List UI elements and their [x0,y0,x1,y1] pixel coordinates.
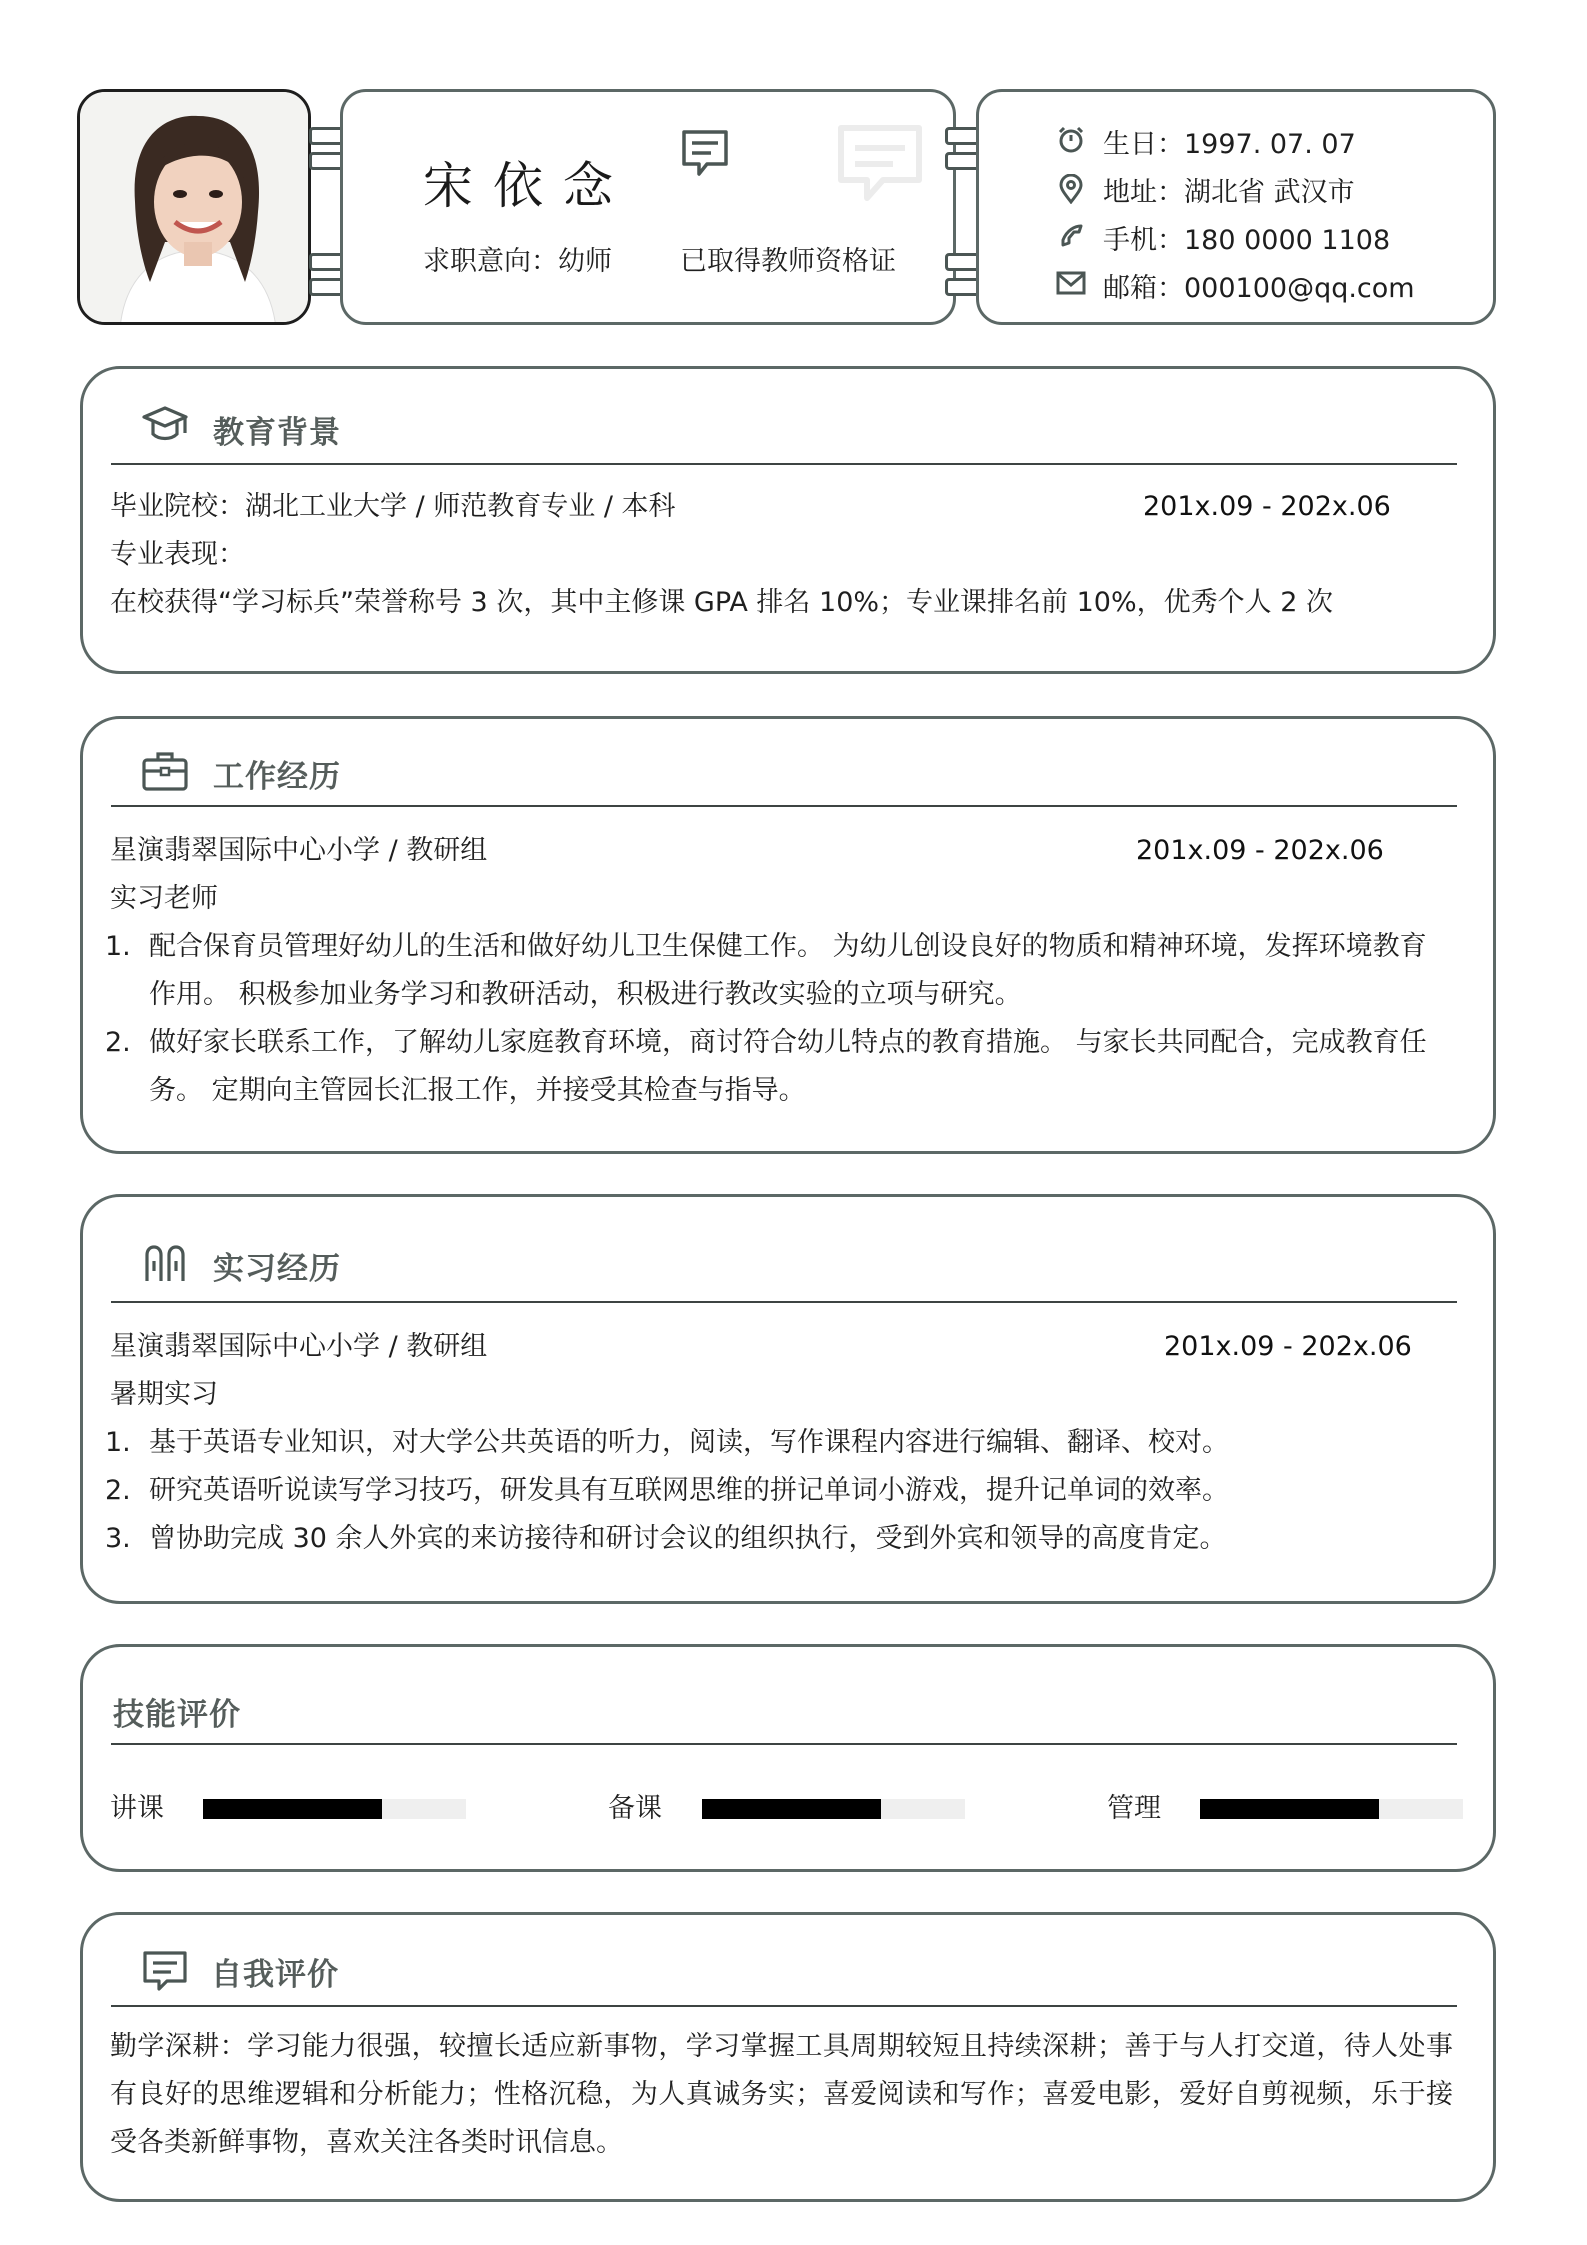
list-item: 2. 做好家长联系工作，了解幼儿家庭教育环境，商讨符合幼儿特点的教育措施。 与家长共同配合，完成教育任务。 定期向主管园长汇报工作，并接受其检查与指导。 [105,1027,1427,1106]
job-intent: 求职意向：幼师 [423,246,612,277]
self-evaluation-text: 勤学深耕：学习能力很强，较擅长适应新事物，学习掌握工具周期较短且持续深耕；善于与人打交道，待人处事有良好的思维逻辑和分析能力；性格沉稳，为人真诚务实；喜爱阅读和写作；喜爱电影，爱好自剪视频，乐于接受各类新鲜事物，喜欢关注各类时讯信息。 [110,2031,1453,2158]
internship-role: 暑期实习 [110,1379,218,1410]
work-section [80,716,1496,1154]
internship-section [80,1194,1496,1604]
skill-label: 备课 [608,1793,662,1824]
section-title: 技能评价 [113,1697,241,1733]
chat-icon [677,126,733,182]
section-title: 工作经历 [213,759,341,795]
skill-bar-fill [1200,1799,1379,1819]
work-role: 实习老师 [110,883,218,914]
education-date: 201x.09 - 202x.06 [1143,491,1391,522]
teacher-certificate: 已取得教师资格证 [680,246,896,277]
section-header [111,1197,1457,1303]
chat-icon [141,1949,189,1993]
work-duties-list [105,923,1453,1115]
photo-frame [77,89,311,325]
section-title: 教育背景 [213,415,341,451]
address: 地址：湖北省 武汉市 [1103,177,1355,208]
section-title: 自我评价 [211,1957,339,1993]
skill-bar-fill [702,1799,881,1819]
skill-bar [702,1799,965,1819]
skills-section [80,1644,1496,1872]
skill-bar-fill [203,1799,382,1819]
section-header [111,1915,1457,2007]
avatar [80,92,311,325]
section-title: 实习经历 [213,1251,341,1287]
skill-bar [203,1799,466,1819]
skill-label: 管理 [1107,1793,1161,1824]
candidate-name: 宋依念 [423,157,633,215]
work-date: 201x.09 - 202x.06 [1136,835,1384,866]
school-line: 毕业院校：湖北工业大学 / 师范教育专业 / 本科 [110,491,676,522]
internship-date: 201x.09 - 202x.06 [1164,1331,1412,1362]
performance-label: 专业表现： [110,539,245,570]
phone: 手机：180 0000 1108 [1103,225,1391,256]
section-header [111,719,1457,807]
internship-organization: 星演翡翠国际中心小学 / 教研组 [110,1331,488,1362]
hands-icon [141,1241,189,1285]
skill-bar [1200,1799,1463,1819]
name-card [340,89,956,325]
education-section [80,366,1496,674]
email: 邮箱：000100@qq.com [1103,273,1415,304]
internship-duties-list [105,1419,1453,1563]
birthday: 生日：1997. 07. 07 [1103,129,1356,160]
section-header [111,1647,1457,1745]
work-organization: 星演翡翠国际中心小学 / 教研组 [110,835,488,866]
phone-icon [1057,220,1087,250]
skill-label: 讲课 [110,1793,164,1824]
list-item: 3. 曾协助完成 30 余人外宾的来访接待和研讨会议的组织执行，受到外宾和领导的高度肯定。 [105,1523,1227,1554]
location-pin-icon [1058,174,1084,204]
list-item: 2. 研究英语听说读写学习技巧，研发具有互联网思维的拼记单词小游戏，提升记单词的效率。 [105,1475,1229,1506]
list-item: 1. 配合保育员管理好幼儿的生活和做好幼儿卫生保健工作。 为幼儿创设良好的物质和精神环境，发挥环境教育作用。 积极参加业务学习和教研活动，积极进行教改实验的立项与研究。 [105,931,1427,1010]
performance-text: 在校获得“学习标兵”荣誉称号 3 次，其中主修课 GPA 排名 10%；专业课排名前 10%，优秀个人 2 次 [110,587,1333,618]
self-evaluation-section [80,1912,1496,2202]
briefcase-icon [141,749,189,793]
section-header [111,369,1457,465]
birthday-clock-icon [1056,124,1086,154]
mail-icon [1056,270,1086,296]
chat-watermark-icon [833,120,928,210]
graduation-cap-icon [141,403,189,447]
list-item: 1. 基于英语专业知识，对大学公共英语的听力，阅读，写作课程内容进行编辑、翻译、校对。 [105,1427,1229,1458]
contact-card [976,89,1496,325]
